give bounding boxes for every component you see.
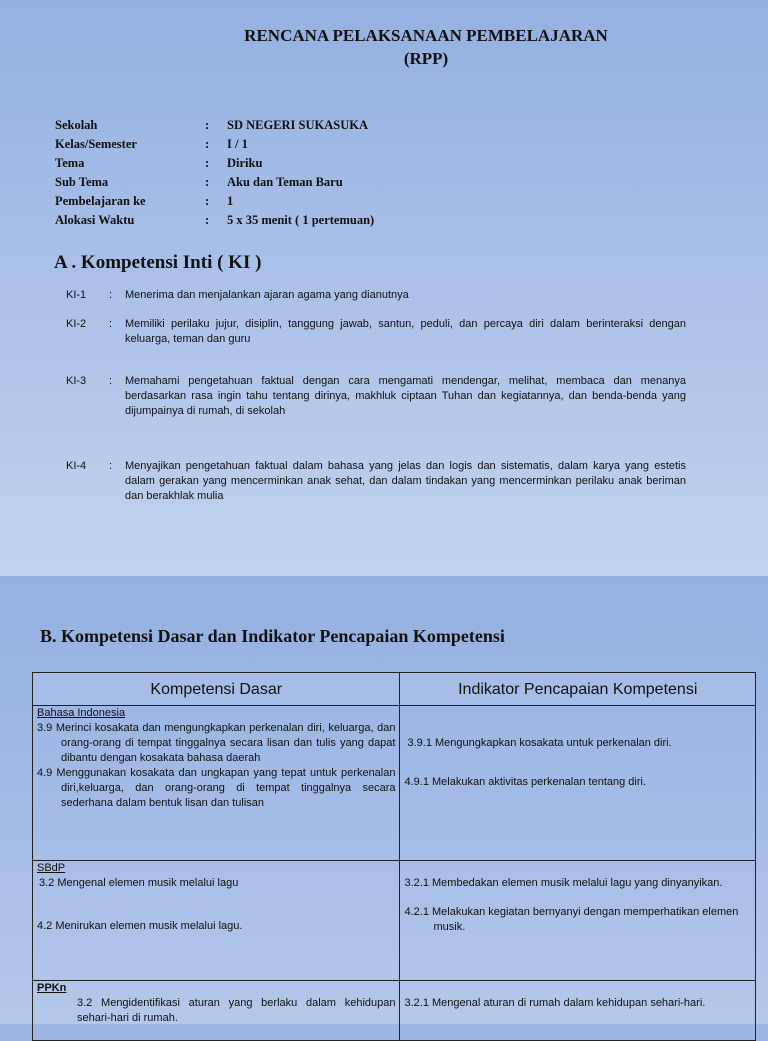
ki-item [66,288,686,303]
kd-cell [33,706,400,861]
meta-label: Alokasi Waktu [55,213,135,227]
meta-value: I / 1 [227,137,248,151]
ki-text: Memiliki perilaku jujur, disiplin, tanggung jawab, santun, peduli, dan percaya diri dalam berinteraksi dengan keluarga, teman dan guru [125,318,686,345]
column-header-ipk: Indikator Pencapaian Kompetensi [400,673,756,706]
table-header-row [33,673,756,706]
ki-text: Menyajikan pengetahuan faktual dalam bahasa yang jelas dan logis dan sistematis, dalam karya yang estetis dalam gerakan yang mencerminkan anak sehat, dan dalam tindakan yang mencerminkan perilaku anak beriman dan berakhlak mulia [125,460,686,502]
kd-item: 4.9 Menggunakan kosakata dan ungkapan yang tepat untuk perkenalan diri,keluarga, dan orang-orang di tempat tinggalnya secara sederhana dalam bentuk lisan dan tulisan [37,767,396,809]
title-line-2: (RPP) [403,49,449,68]
kd-cell [33,981,400,1041]
kd-cell [33,861,400,981]
meta-colon: : [205,156,210,170]
meta-value: 1 [227,194,234,208]
meta-row-lesson [55,192,374,211]
meta-label: Sekolah [55,118,98,132]
meta-label: Pembelajaran ke [55,194,146,208]
ipk-item: 4.2.1 Melakukan kegiatan bernyanyi dengan memperhatikan elemen musik. [404,906,739,933]
meta-colon: : [205,137,210,151]
column-header-kd: Kompetensi Dasar [33,673,400,706]
ki-colon: : [109,289,113,301]
meta-row-class [55,135,374,154]
meta-value: 5 x 35 menit ( 1 pertemuan) [227,213,375,227]
kd-item: 3.2 Mengenal elemen musik melalui lagu [39,877,239,889]
ki-text: Memahami pengetahuan faktual dengan cara mengamati mendengar, melihat, membaca dan menanya berdasarkan rasa ingin tahu tentang dirinya, makhluk ciptaan Tuhan dan kegiatannya, dan benda-benda yang dijumpainya di rumah, di sekolah [125,375,686,417]
meta-colon: : [205,118,210,132]
identity-table [55,116,374,230]
meta-label: Tema [55,156,85,170]
meta-colon: : [205,175,210,189]
table-row [33,706,756,861]
ipk-item: 3.2.1 Mengenal aturan di rumah dalam kehidupan sehari-hari. [404,997,706,1009]
meta-row-time [55,211,374,230]
meta-value: Aku dan Teman Baru [227,175,343,189]
ki-code: KI-4 [66,460,87,472]
ipk-cell [400,861,756,981]
section-b-heading: B. Kompetensi Dasar dan Indikator Pencapaian Kompetensi [40,626,505,646]
ki-colon: : [109,460,113,472]
section-a-heading: A . Kompetensi Inti ( KI ) [54,252,262,273]
meta-colon: : [205,213,210,227]
ki-text: Menerima dan menjalankan ajaran agama yang dianutnya [125,289,409,301]
kd-item: 3.9 Merinci kosakata dan mengungkapkan perkenalan diri, keluarga, dan orang-orang di tempat tinggalnya secara lisan dan tulis yang dapat dibantu dengan kosakata bahasa daerah [37,722,396,764]
competency-table [32,672,756,1041]
ki-code: KI-2 [66,318,87,330]
ki-colon: : [109,375,113,387]
meta-value: Diriku [227,156,263,170]
subject-label: PPKn [37,982,67,994]
subject-label: Bahasa Indonesia [37,707,126,719]
ki-colon: : [109,318,113,330]
ipk-cell [400,981,756,1041]
kd-item: 4.2 Menirukan elemen musik melalui lagu. [37,920,243,932]
kd-item: 3.2 Mengidentifikasi aturan yang berlaku dalam kehidupan sehari-hari di rumah. [77,997,396,1024]
table-row [33,981,756,1041]
meta-row-theme [55,154,374,173]
ipk-item: 3.2.1 Membedakan elemen musik melalui lagu yang dinyanyikan. [404,877,723,889]
ki-item [66,459,686,504]
title-line-1: RENCANA PELAKSANAAN PEMBELAJARAN [244,26,608,45]
ki-item [66,317,686,347]
subject-label: SBdP [37,862,66,874]
ipk-item: 3.9.1 Mengungkapkan kosakata untuk perkenalan diri. [407,737,672,749]
ipk-cell [400,706,756,861]
ki-item [66,374,686,419]
ki-code: KI-1 [66,289,87,301]
document-title [0,24,768,70]
meta-label: Sub Tema [55,175,109,189]
meta-value: SD NEGERI SUKASUKA [227,118,369,132]
ki-code: KI-3 [66,375,87,387]
meta-row-subtheme [55,173,374,192]
meta-row-school [55,116,374,135]
meta-label: Kelas/Semester [55,137,137,151]
meta-colon: : [205,194,210,208]
table-row [33,861,756,981]
ipk-item: 4.9.1 Melakukan aktivitas perkenalan tentang diri. [404,776,647,788]
